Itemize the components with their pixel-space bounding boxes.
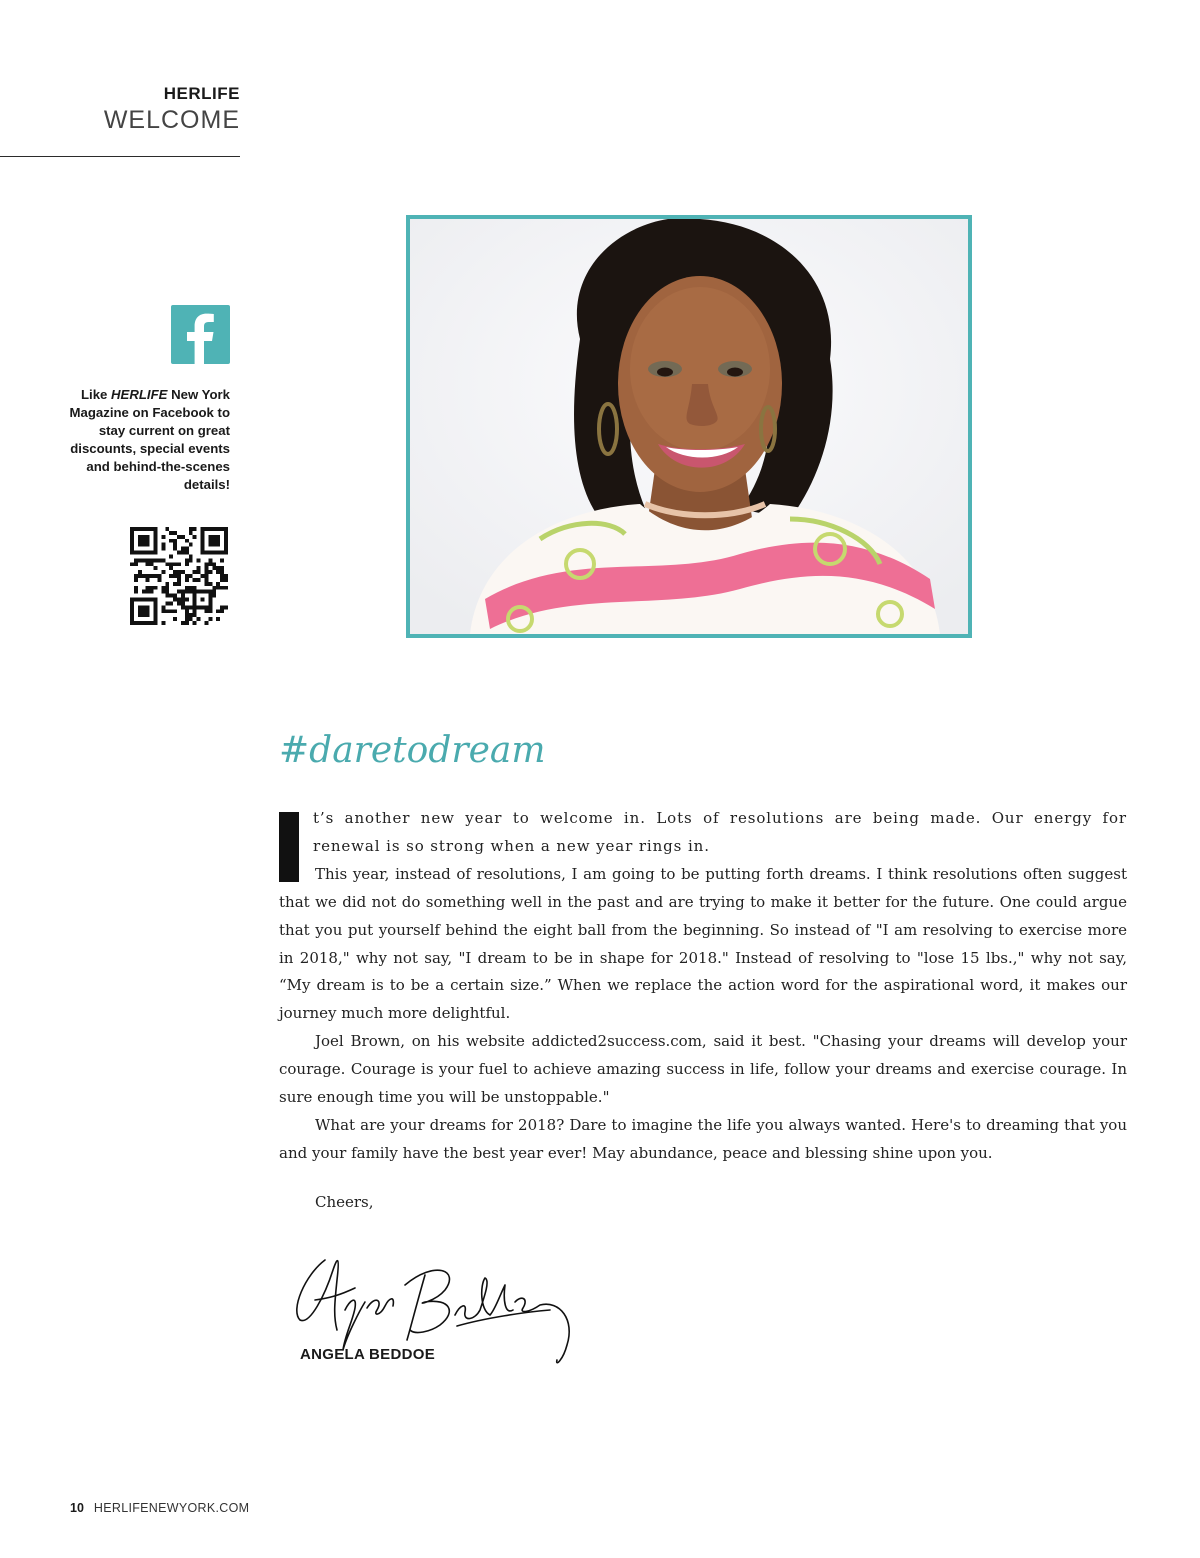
qr-module — [208, 558, 212, 562]
qr-module — [173, 598, 177, 602]
qr-module — [146, 558, 150, 562]
qr-module — [169, 554, 173, 558]
qr-module — [165, 586, 169, 590]
qr-module — [189, 558, 193, 562]
article-paragraph — [279, 805, 1127, 861]
qr-module — [181, 570, 185, 574]
signer-name: ANGELA BEDDOE — [300, 1346, 436, 1363]
qr-module — [177, 578, 181, 582]
portrait-photo — [406, 215, 972, 638]
facebook-icon[interactable] — [171, 305, 230, 364]
qr-module — [189, 531, 193, 535]
qr-module — [185, 547, 189, 551]
qr-module — [212, 562, 216, 566]
qr-module — [181, 605, 185, 609]
qr-module — [189, 617, 193, 621]
qr-module — [165, 562, 169, 566]
qr-module — [150, 590, 154, 594]
qr-module — [204, 570, 208, 574]
qr-module — [185, 590, 189, 594]
article-body — [279, 805, 1127, 1168]
qr-module — [142, 558, 146, 562]
qr-module — [216, 586, 220, 590]
qr-module — [208, 609, 212, 613]
qr-module — [154, 574, 158, 578]
qr-module — [204, 566, 208, 570]
qr-module — [220, 570, 224, 574]
qr-module — [185, 558, 189, 562]
article-paragraph: This year, instead of resolutions, I am going to be putting forth dreams. I think resolutions often suggest that we did not do something well in the past and are trying to make it better for the future. One could argue that you put yourself behind the eight ball from the beginning. So instead of "I am resolving to exercise more in 2018," why not say, "I dream to be in shape for 2018." Instead of resolving to "lose 15 lbs.," why not say, “My dream is to be a certain size.” When we replace the action word for the aspirational word, it makes our journey much more delightful. — [279, 864, 1127, 1023]
qr-module — [212, 566, 216, 570]
qr-module — [185, 539, 189, 543]
qr-module — [181, 535, 185, 539]
qr-module — [216, 566, 220, 570]
qr-module — [177, 574, 181, 578]
qr-module — [146, 574, 150, 578]
qr-module — [193, 586, 197, 590]
qr-module — [224, 605, 228, 609]
qr-module — [150, 586, 154, 590]
qr-module — [173, 547, 177, 551]
qr-module — [197, 578, 201, 582]
qr-module — [185, 617, 189, 621]
facebook-glyph — [171, 305, 230, 364]
qr-module — [189, 527, 193, 531]
qr-module — [161, 590, 165, 594]
qr-module — [193, 578, 197, 582]
article-paragraph: What are your dreams for 2018? Dare to imagine the life you always wanted. Here's to dreaming that you and your family have the best year ever! May abundance, peace and blessing shine upon you. — [279, 1115, 1127, 1162]
qr-module — [169, 601, 173, 605]
qr-module — [173, 582, 177, 586]
qr-module — [173, 570, 177, 574]
qr-module — [220, 586, 224, 590]
qr-module — [193, 621, 197, 625]
qr-module — [204, 574, 208, 578]
qr-module — [134, 574, 138, 578]
qr-module — [208, 617, 212, 621]
qr-module — [165, 609, 169, 613]
qr-module — [220, 558, 224, 562]
qr-module — [189, 590, 193, 594]
qr-module — [208, 570, 212, 574]
qr-module — [185, 621, 189, 625]
qr-module — [201, 574, 205, 578]
brand-name: HERLIFE — [163, 84, 240, 103]
qr-module — [181, 551, 185, 555]
qr-module — [216, 582, 220, 586]
qr-module — [177, 590, 181, 594]
qr-module — [169, 574, 173, 578]
qr-module — [177, 601, 181, 605]
qr-module — [220, 605, 224, 609]
qr-module — [173, 594, 177, 598]
qr-module — [154, 586, 158, 590]
section-title: WELCOME — [103, 106, 240, 134]
qr-module — [197, 570, 201, 574]
qr-module — [142, 590, 146, 594]
qr-module — [189, 574, 193, 578]
qr-module — [181, 547, 185, 551]
qr-module — [154, 566, 158, 570]
qr-module — [197, 617, 201, 621]
qr-module — [220, 566, 224, 570]
page-number: 10 — [70, 1501, 84, 1515]
qr-module — [177, 562, 181, 566]
qr-module — [212, 594, 216, 598]
portrait-illustration — [410, 219, 968, 634]
qr-code-icon[interactable] — [129, 527, 229, 625]
qr-module — [177, 535, 181, 539]
qr-module — [185, 578, 189, 582]
qr-module — [150, 558, 154, 562]
qr-module — [181, 598, 185, 602]
qr-module — [185, 574, 189, 578]
qr-module — [165, 590, 169, 594]
qr-module — [134, 578, 138, 582]
qr-module — [185, 562, 189, 566]
qr-module — [181, 601, 185, 605]
qr-module — [134, 586, 138, 590]
promo-magazine-name: HERLIFE — [111, 387, 168, 402]
qr-module — [161, 570, 165, 574]
qr-module — [173, 609, 177, 613]
qr-module — [220, 578, 224, 582]
qr-module — [161, 535, 165, 539]
qr-module — [185, 609, 189, 613]
qr-module — [197, 558, 201, 562]
qr-module — [130, 562, 134, 566]
qr-module — [173, 617, 177, 621]
qr-module — [134, 558, 138, 562]
qr-module — [146, 578, 150, 582]
qr-module — [173, 531, 177, 535]
qr-module — [212, 590, 216, 594]
qr-module — [134, 590, 138, 594]
qr-module — [138, 570, 142, 574]
qr-module — [165, 527, 169, 531]
qr-module — [169, 594, 173, 598]
qr-module — [173, 543, 177, 547]
qr-module — [161, 609, 165, 613]
qr-module — [173, 562, 177, 566]
qr-module — [177, 551, 181, 555]
qr-module — [169, 566, 173, 570]
qr-module — [185, 613, 189, 617]
qr-module — [189, 543, 193, 547]
qr-module — [216, 609, 220, 613]
qr-module — [138, 574, 142, 578]
qr-module — [142, 574, 146, 578]
article-hashtag: #daretodream — [279, 730, 546, 771]
qr-module — [177, 570, 181, 574]
qr-module — [216, 617, 220, 621]
page-footer — [70, 1501, 249, 1515]
qr-module — [169, 562, 173, 566]
qr-module — [181, 621, 185, 625]
qr-module — [224, 578, 228, 582]
qr-module — [165, 601, 169, 605]
qr-module — [185, 551, 189, 555]
qr-module — [204, 621, 208, 625]
closing-salutation: Cheers, — [315, 1193, 374, 1211]
qr-module — [165, 582, 169, 586]
qr-module — [193, 535, 197, 539]
drop-cap — [279, 812, 299, 882]
qr-module — [150, 562, 154, 566]
qr-module — [193, 527, 197, 531]
qr-module — [154, 558, 158, 562]
qr-module — [173, 574, 177, 578]
qr-module — [220, 574, 224, 578]
qr-module — [165, 594, 169, 598]
qr-module — [161, 586, 165, 590]
qr-module — [189, 554, 193, 558]
qr-module — [224, 586, 228, 590]
website-link[interactable]: HERLIFENEWYORK.COM — [93, 1501, 250, 1515]
qr-module — [204, 578, 208, 582]
qr-module — [220, 609, 224, 613]
qr-module — [216, 570, 220, 574]
qr-module — [161, 621, 165, 625]
qr-module — [177, 582, 181, 586]
qr-module — [157, 558, 161, 562]
section-header — [0, 82, 240, 157]
facebook-promo-text — [50, 386, 230, 494]
qr-module — [208, 582, 212, 586]
qr-code-graphic — [129, 527, 229, 625]
paragraph-text: t’s another new year to welcome in. Lots of resolutions are being made. Our energy for renewal is so strong when a new year rings in. — [313, 809, 1127, 855]
qr-module — [134, 562, 138, 566]
qr-module — [189, 613, 193, 617]
qr-module — [157, 578, 161, 582]
qr-module — [197, 566, 201, 570]
qr-module — [212, 586, 216, 590]
qr-module — [146, 562, 150, 566]
promo-prefix: Like — [80, 387, 112, 402]
qr-module — [193, 613, 197, 617]
qr-module — [161, 547, 165, 551]
qr-module — [173, 539, 177, 543]
qr-module — [224, 574, 228, 578]
qr-module — [204, 562, 208, 566]
qr-module — [185, 586, 189, 590]
qr-module — [169, 609, 173, 613]
qr-module — [185, 598, 189, 602]
qr-module — [185, 605, 189, 609]
qr-module — [161, 558, 165, 562]
qr-module — [138, 558, 142, 562]
promo-suffix: New York Magazine on Facebook to stay current on great discounts, special events and behind-the-scenes details! — [69, 387, 230, 492]
qr-module — [161, 543, 165, 547]
qr-module — [181, 590, 185, 594]
qr-module — [189, 586, 193, 590]
qr-module — [169, 539, 173, 543]
qr-module — [204, 609, 208, 613]
qr-module — [193, 609, 197, 613]
article-paragraph: Joel Brown, on his website addicted2success.com, said it best. "Chasing your dreams will develop your courage. Courage is your fuel to achieve amazing success in life, follow your dreams and exercise courage. In sure enough time you will be unstoppable." — [279, 1032, 1127, 1107]
qr-module — [189, 605, 193, 609]
qr-module — [204, 582, 208, 586]
qr-module — [161, 605, 165, 609]
qr-module — [193, 570, 197, 574]
qr-module — [146, 586, 150, 590]
qr-module — [146, 590, 150, 594]
qr-module — [177, 598, 181, 602]
qr-module — [157, 574, 161, 578]
qr-module — [169, 531, 173, 535]
qr-module — [181, 594, 185, 598]
qr-module — [150, 574, 154, 578]
qr-module — [208, 562, 212, 566]
